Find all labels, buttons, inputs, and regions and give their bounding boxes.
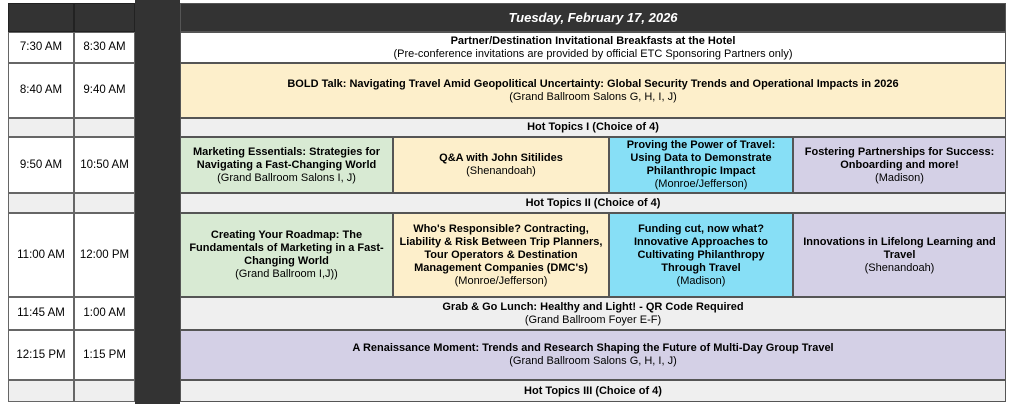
session-title: Fostering Partnerships for Success: Onboarding and more!: [804, 145, 995, 171]
lunch-event: [180, 297, 1006, 330]
breakfast-event: [180, 32, 1006, 63]
session-title: Proving the Power of Travel: Using Data to Demonstrate Philanthropic Impact: [626, 139, 776, 177]
section-label: Hot Topics III (Choice of 4): [524, 384, 662, 397]
end-time: 1:00 AM: [74, 297, 135, 330]
session-location: (Monroe/Jefferson): [454, 274, 548, 287]
end-time: [74, 380, 135, 402]
section-label: Hot Topics I (Choice of 4): [527, 121, 659, 133]
section-label: Hot Topics II (Choice of 4): [525, 196, 661, 209]
hot-topics-1-header: [180, 118, 1006, 137]
event-title: Grab & Go Lunch: Healthy and Light! - QR Code Required: [442, 300, 744, 313]
hot-topics-3-header: [180, 380, 1006, 402]
renaissance-event: [180, 330, 1006, 380]
column-divider: [135, 0, 180, 404]
event-location: (Grand Ballroom Salons G, H, I, J): [509, 90, 677, 103]
session-title: Creating Your Roadmap: The Fundamentals of Marketing in a Fast-Changing World: [189, 229, 384, 267]
start-time: 11:00 AM: [8, 213, 74, 297]
hot-topics-2-header: [180, 193, 1006, 213]
event-note: (Pre-conference invitations are provided by official ETC Sponsoring Partners only): [393, 47, 793, 60]
session-location: (Monroe/Jefferson): [654, 178, 748, 190]
end-time: 8:30 AM: [74, 32, 135, 63]
start-time: 8:40 AM: [8, 63, 74, 118]
session-title: Q&A with John Sitilides: [439, 152, 563, 164]
start-time: 12:15 PM: [8, 330, 74, 380]
schedule-date-title: Tuesday, February 17, 2026: [180, 3, 1006, 32]
event-title: A Renaissance Moment: Trends and Research Shaping the Future of Multi-Day Group Travel: [352, 342, 834, 354]
event-location: (Grand Ballroom Foyer E-F): [524, 313, 662, 326]
session-location: (Madison): [676, 274, 726, 287]
end-time: 12:00 PM: [74, 213, 135, 297]
session-title: Who's Responsible? Contracting, Liability & Risk Between Trip Planners, Tour Operators & Destination Management Companies (DMC's): [399, 222, 603, 274]
event-title: Partner/Destination Invitational Breakfasts at the Hotel: [450, 34, 736, 47]
end-time: [74, 118, 135, 137]
header-start-cell: [8, 3, 74, 32]
session-title: Innovations in Lifelong Learning and Travel: [803, 235, 996, 261]
start-time: [8, 118, 74, 137]
session-title: Funding cut, now what? Innovative Approaches to Cultivating Philanthropy Through Travel: [633, 222, 769, 274]
session-card: [393, 213, 609, 297]
session-location: (Madison): [875, 171, 924, 184]
end-time: 9:40 AM: [74, 63, 135, 118]
start-time: [8, 193, 74, 213]
event-title: BOLD Talk: Navigating Travel Amid Geopolitical Uncertainty: Global Security Trends and Operational Impacts in 2026: [287, 77, 899, 90]
session-card: [393, 137, 609, 193]
session-title: Marketing Essentials: Strategies for Navigating a Fast-Changing World: [192, 145, 381, 171]
start-time: 7:30 AM: [8, 32, 74, 63]
session-card: [793, 213, 1006, 297]
session-card: [180, 213, 393, 297]
start-time: 9:50 AM: [8, 137, 74, 193]
bold-talk-event: [180, 63, 1006, 118]
start-time: [8, 380, 74, 402]
event-location: (Grand Ballroom Salons G, H, I, J): [509, 355, 677, 367]
session-card: [609, 137, 793, 193]
end-time: [74, 193, 135, 213]
header-end-cell: [74, 3, 135, 32]
session-card: [609, 213, 793, 297]
start-time: 11:45 AM: [8, 297, 74, 330]
session-location: (Grand Ballroom Salons I, J): [217, 171, 356, 184]
session-card: [180, 137, 393, 193]
end-time: 1:15 PM: [74, 330, 135, 380]
session-card: [793, 137, 1006, 193]
session-location: (Shenandoah): [864, 261, 935, 274]
end-time: 10:50 AM: [74, 137, 135, 193]
session-location: (Grand Ballroom I,J)): [235, 268, 338, 280]
session-location: (Shenandoah): [466, 165, 536, 177]
